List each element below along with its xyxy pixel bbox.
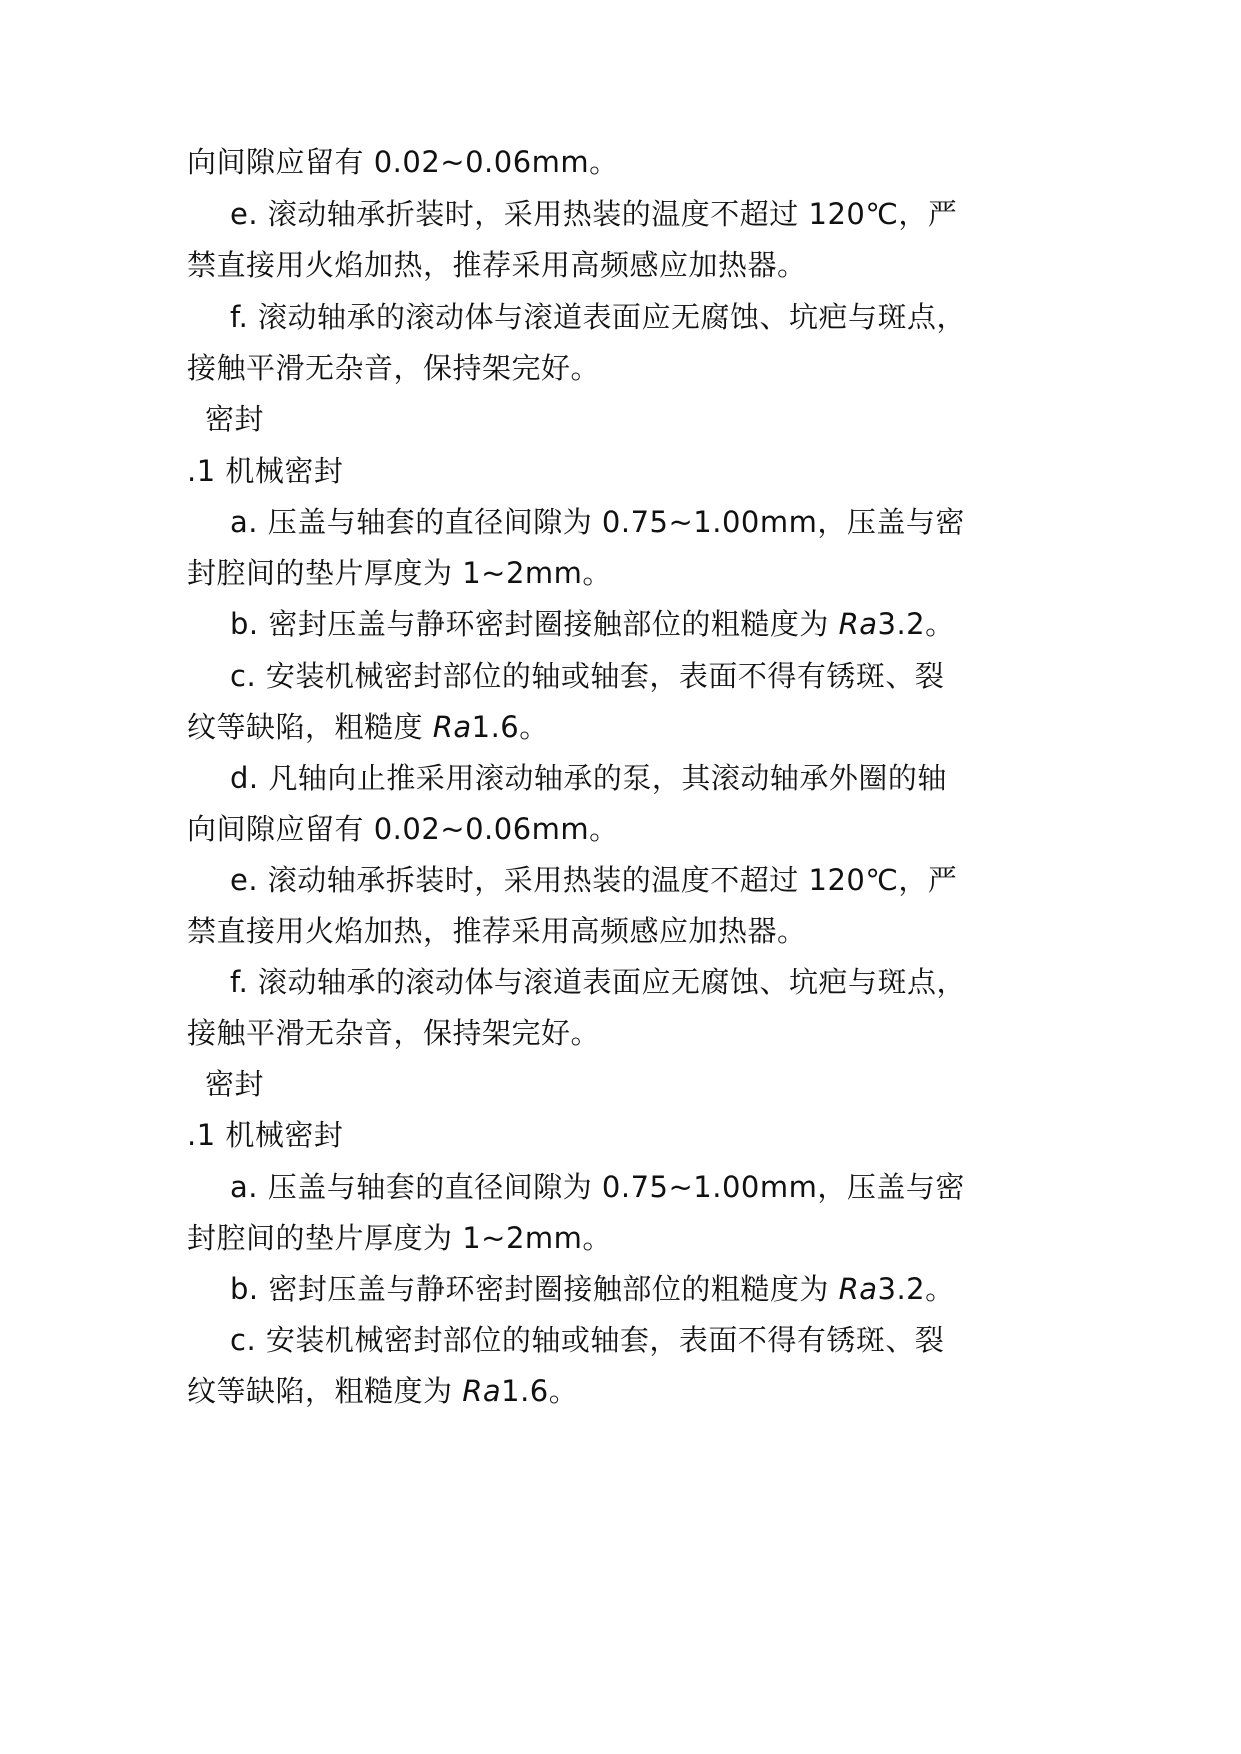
list-item-b [230,600,955,648]
paragraph-line: 禁直接用火焰加热，推荐采用高频感应加热器。 [187,914,807,948]
list-item-a: a. 压盖与轴套的直径间隙为 0.75~1.00mm，压盖与密 [230,1170,965,1204]
subsection-heading: .1 机械密封 [187,1118,344,1152]
paragraph-line [187,703,549,751]
line-text: 1.6。 [471,710,549,744]
line-text: 1.6。 [501,1374,579,1408]
list-item-e: e. 滚动轴承折装时，采用热装的温度不超过 120℃，严 [230,197,958,231]
section-heading: 密封 [205,402,265,436]
line-text: b. 密封压盖与静环密封圈接触部位的粗糙度为 [230,1272,839,1306]
paragraph-line: 向间隙应留有 0.02~0.06mm。 [187,145,619,179]
list-item-c: c. 安装机械密封部位的轴或轴套，表面不得有锈斑、裂 [230,1323,945,1357]
paragraph-line: 禁直接用火焰加热，推荐采用高频感应加热器。 [187,248,807,282]
list-item-f: f. 滚动轴承的滚动体与滚道表面应无腐蚀、坑疤与斑点， [230,300,967,334]
paragraph-line: 向间隙应留有 0.02~0.06mm。 [187,812,619,846]
line-text: 纹等缺陷，粗糙度 [187,710,433,744]
roughness-symbol: Ra [462,1374,502,1408]
section-heading: 密封 [205,1067,265,1101]
list-item-b [230,1265,955,1313]
roughness-symbol: Ra [838,1272,878,1306]
list-item-d: d. 凡轴向止推采用滚动轴承的泵，其滚动轴承外圈的轴 [230,761,947,795]
paragraph-line: 接触平滑无杂音，保持架完好。 [187,351,601,385]
paragraph-line [187,1367,578,1415]
roughness-symbol: Ra [838,607,878,641]
line-text: b. 密封压盖与静环密封圈接触部位的粗糙度为 [230,607,839,641]
roughness-symbol: Ra [432,710,472,744]
list-item-e: e. 滚动轴承拆装时，采用热装的温度不超过 120℃，严 [230,863,958,897]
list-item-a: a. 压盖与轴套的直径间隙为 0.75~1.00mm，压盖与密 [230,505,965,539]
line-text: 纹等缺陷，粗糙度为 [187,1374,463,1408]
subsection-heading: .1 机械密封 [187,454,344,488]
line-text: 3.2。 [877,607,955,641]
paragraph-line: 封腔间的垫片厚度为 1~2mm。 [187,556,612,590]
paragraph-line: 接触平滑无杂音，保持架完好。 [187,1016,601,1050]
paragraph-line: 封腔间的垫片厚度为 1~2mm。 [187,1221,612,1255]
list-item-f: f. 滚动轴承的滚动体与滚道表面应无腐蚀、坑疤与斑点， [230,965,967,999]
line-text: 3.2。 [877,1272,955,1306]
list-item-c: c. 安装机械密封部位的轴或轴套，表面不得有锈斑、裂 [230,659,945,693]
